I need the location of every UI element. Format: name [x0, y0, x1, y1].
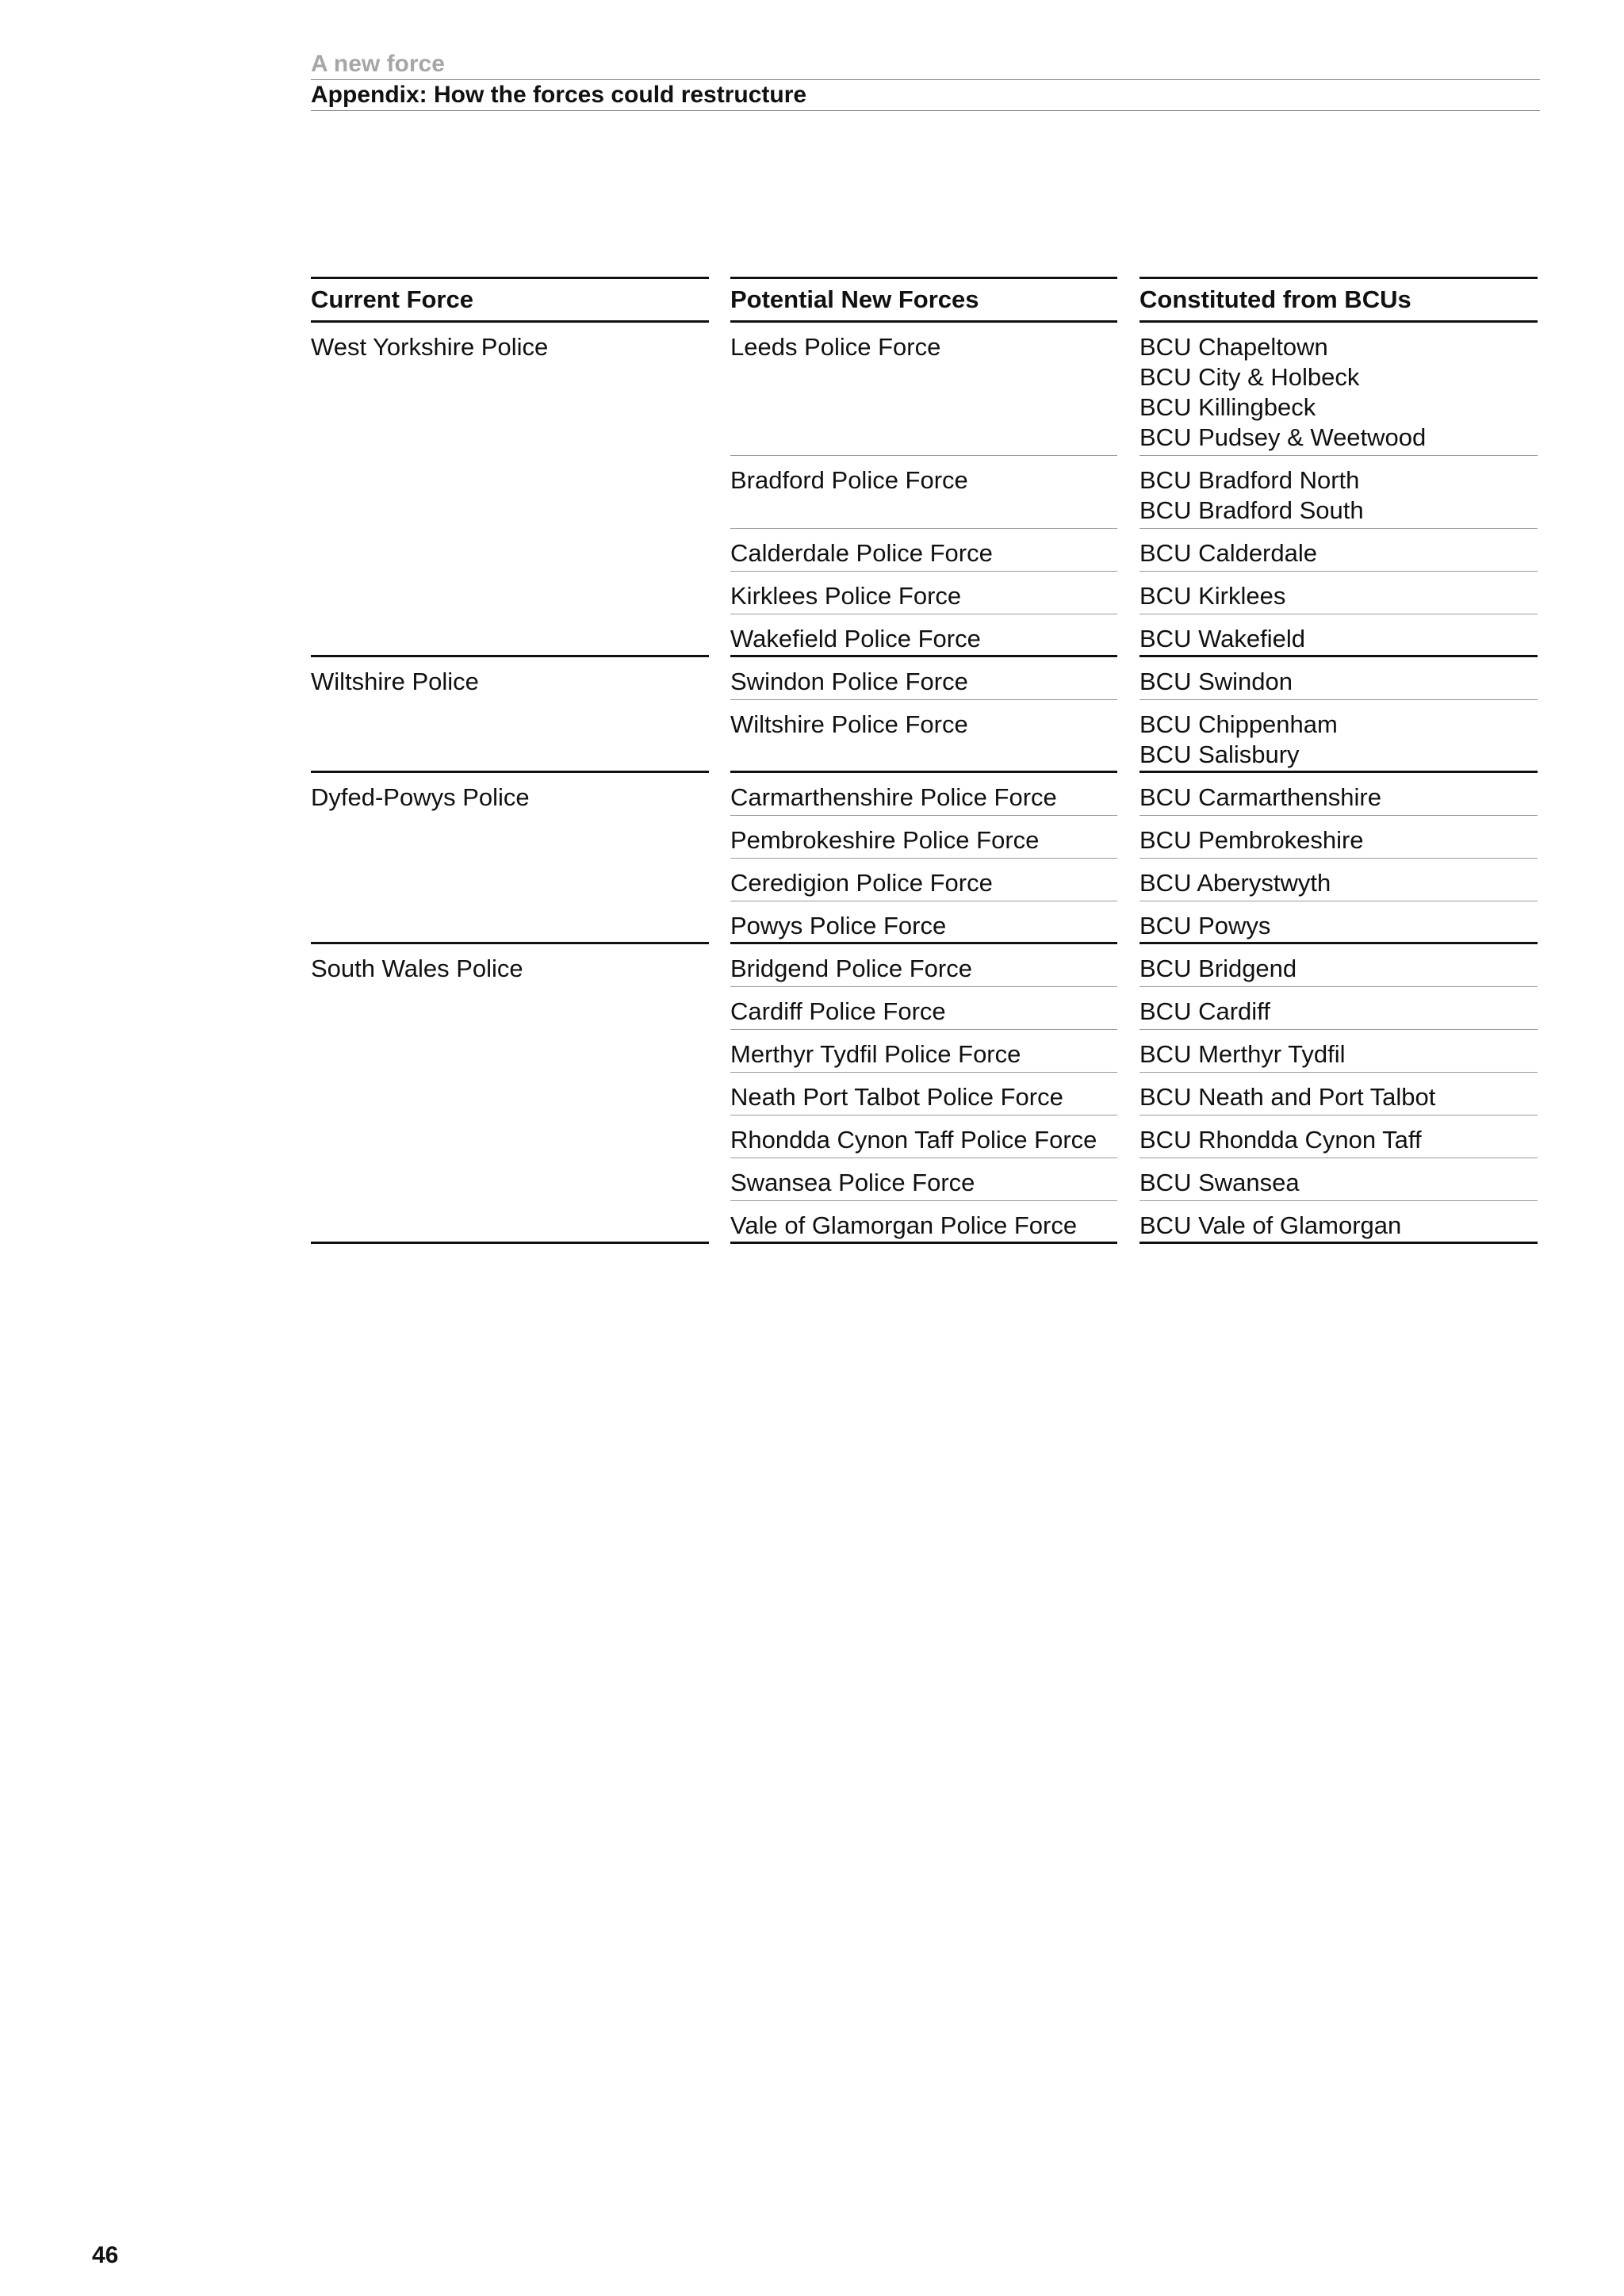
- constituted-from-bcus-column: [1139, 277, 1538, 1244]
- cell-text: BCU Swansea: [1139, 1169, 1300, 1196]
- potential-force-cell: [730, 1073, 1117, 1115]
- page-number: 46: [92, 2242, 119, 2268]
- cell-text: BCU Bridgend: [1139, 955, 1297, 982]
- cell-text: BCU Pembrokeshire: [1139, 826, 1364, 854]
- cell-text: Ceredigion Police Force: [730, 869, 993, 897]
- potential-force-cell: [730, 944, 1117, 987]
- cell-text: Kirklees Police Force: [730, 582, 962, 610]
- cell-text: BCU City & Holbeck: [1139, 363, 1360, 391]
- bcu-cell: [1139, 816, 1538, 859]
- page-title: Appendix: How the forces could restructure: [311, 80, 1540, 111]
- potential-force-cell: [730, 529, 1117, 572]
- cell-text: Neath Port Talbot Police Force: [730, 1083, 1063, 1111]
- column-header-potential-new-forces: Potential New Forces: [730, 277, 1117, 323]
- cell-text: BCU Cardiff: [1139, 997, 1270, 1025]
- column-header-current-force: Current Force: [311, 277, 709, 323]
- cell-text: BCU Vale of Glamorgan: [1139, 1211, 1402, 1239]
- cell-text: Cardiff Police Force: [730, 997, 946, 1025]
- cell-text: South Wales Police: [311, 955, 523, 982]
- bcu-cell: [1139, 1115, 1538, 1158]
- cell-text: Rhondda Cynon Taff Police Force: [730, 1126, 1097, 1154]
- potential-new-forces-column: [730, 277, 1117, 1244]
- current-force-column: [311, 277, 709, 1244]
- bcu-cell: [1139, 614, 1538, 657]
- cell-text: Vale of Glamorgan Police Force: [730, 1211, 1078, 1239]
- cell-text: Pembrokeshire Police Force: [730, 826, 1040, 854]
- cell-text: BCU Chippenham: [1139, 710, 1338, 738]
- cell-text: Swansea Police Force: [730, 1169, 975, 1196]
- cell-text: BCU Kirklees: [1139, 582, 1286, 610]
- current-force-cell: [311, 323, 709, 657]
- bcu-cell: [1139, 323, 1538, 456]
- cell-text: BCU Rhondda Cynon Taff: [1139, 1126, 1422, 1154]
- cell-text: BCU Carmarthenshire: [1139, 783, 1381, 811]
- potential-force-cell: [730, 657, 1117, 700]
- cell-text: BCU Bradford North: [1139, 466, 1360, 494]
- current-force-cell: [311, 773, 709, 944]
- cell-text: Swindon Police Force: [730, 668, 968, 695]
- bcu-cell: [1139, 987, 1538, 1030]
- cell-text: Dyfed-Powys Police: [311, 783, 530, 811]
- cell-text: BCU Powys: [1139, 912, 1271, 939]
- potential-force-cell: [730, 1030, 1117, 1073]
- cell-text: BCU Bradford South: [1139, 496, 1364, 524]
- bcu-cell: [1139, 901, 1538, 944]
- potential-force-cell: [730, 1115, 1117, 1158]
- cell-text: Merthyr Tydfil Police Force: [730, 1040, 1021, 1068]
- current-force-cell: [311, 657, 709, 773]
- cell-text: Wiltshire Police Force: [730, 710, 968, 738]
- section-title: A new force: [311, 49, 1540, 80]
- column-header-constituted-from-bcus: Constituted from BCUs: [1139, 277, 1538, 323]
- cell-text: Wiltshire Police: [311, 668, 479, 695]
- cell-text: Bridgend Police Force: [730, 955, 972, 982]
- cell-text: Carmarthenshire Police Force: [730, 783, 1057, 811]
- cell-text: Bradford Police Force: [730, 466, 968, 494]
- potential-force-cell: [730, 859, 1117, 901]
- bcu-cell: [1139, 529, 1538, 572]
- potential-force-cell: [730, 700, 1117, 773]
- potential-force-cell: [730, 614, 1117, 657]
- bcu-cell: [1139, 1158, 1538, 1201]
- cell-text: BCU Chapeltown: [1139, 333, 1328, 361]
- bcu-cell: [1139, 1030, 1538, 1073]
- cell-text: BCU Neath and Port Talbot: [1139, 1083, 1436, 1111]
- cell-text: BCU Pudsey & Weetwood: [1139, 423, 1427, 451]
- cell-text: Wakefield Police Force: [730, 625, 981, 652]
- bcu-cell: [1139, 456, 1538, 529]
- potential-force-cell: [730, 456, 1117, 529]
- cell-text: BCU Swindon: [1139, 668, 1293, 695]
- bcu-cell: [1139, 657, 1538, 700]
- bcu-cell: [1139, 944, 1538, 987]
- potential-force-cell: [730, 323, 1117, 456]
- potential-force-cell: [730, 987, 1117, 1030]
- bcu-cell: [1139, 859, 1538, 901]
- potential-force-cell: [730, 901, 1117, 944]
- potential-force-cell: [730, 1158, 1117, 1201]
- cell-text: Calderdale Police Force: [730, 539, 993, 567]
- cell-text: Powys Police Force: [730, 912, 947, 939]
- bcu-cell: [1139, 572, 1538, 614]
- bcu-cell: [1139, 1073, 1538, 1115]
- cell-text: BCU Calderdale: [1139, 539, 1317, 567]
- cell-text: BCU Merthyr Tydfil: [1139, 1040, 1346, 1068]
- cell-text: BCU Killingbeck: [1139, 393, 1316, 421]
- current-force-cell: [311, 944, 709, 1244]
- running-header: [311, 49, 1540, 111]
- potential-force-cell: [730, 773, 1117, 816]
- cell-text: Leeds Police Force: [730, 333, 941, 361]
- cell-text: BCU Aberystwyth: [1139, 869, 1331, 897]
- cell-text: BCU Wakefield: [1139, 625, 1306, 652]
- potential-force-cell: [730, 572, 1117, 614]
- bcu-cell: [1139, 773, 1538, 816]
- cell-text: BCU Salisbury: [1139, 740, 1300, 768]
- bcu-cell: [1139, 700, 1538, 773]
- potential-force-cell: [730, 816, 1117, 859]
- cell-text: West Yorkshire Police: [311, 333, 549, 361]
- bcu-cell: [1139, 1201, 1538, 1244]
- potential-force-cell: [730, 1201, 1117, 1244]
